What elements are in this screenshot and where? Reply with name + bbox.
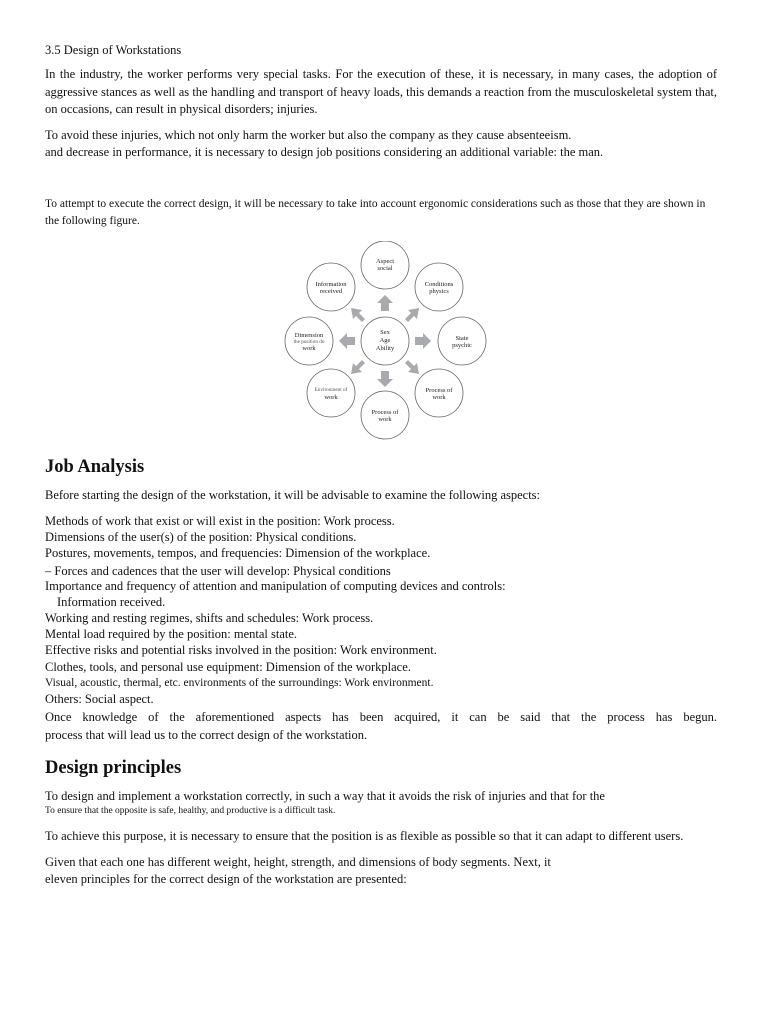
design-p1-line1: To design and implement a workstation correctly, in such a way that it avoids the risk of injuries and that for the (45, 788, 605, 803)
center-node (361, 317, 409, 365)
node-bottom (361, 391, 409, 439)
injuries-line-1: To avoid these injuries, which not only harm the worker but also the company as they cause absenteeism. (45, 127, 572, 142)
arrow-right (415, 333, 431, 349)
node-top-right-line2: physics (429, 287, 449, 295)
list-item: Postures, movements, tempos, and frequencies: Dimension of the workplace. (45, 546, 431, 561)
node-bottom-right-line2: work (432, 393, 446, 401)
ergonomics-diagram (277, 241, 497, 441)
node-top-right (415, 263, 463, 311)
design-p2: To achieve this purpose, it is necessary to ensure that the position is as flexible as possible so that it can adapt to different users. (45, 829, 684, 844)
list-item: Others: Social aspect. (45, 692, 154, 707)
list-item: Mental load required by the position: mental state. (45, 627, 298, 642)
job-analysis-closing-1: Once knowledge of the aforementioned aspects has been acquired, it can be said that the process has begun. (45, 710, 717, 725)
design-principles-title: Design principles (45, 757, 182, 778)
node-top-right-line1: Conditions (424, 280, 454, 288)
list-item: Working and resting regimes, shifts and schedules: Work process. (45, 611, 374, 626)
node-bottom-right (415, 369, 463, 417)
spacer (45, 162, 717, 196)
node-top-line2: social (377, 264, 393, 272)
job-analysis-closing-2: process that will lead us to the correct design of the workstation. (45, 728, 368, 743)
section-heading: 3.5 Design of Workstations (45, 43, 182, 57)
list-item: – Forces and cadences that the user will develop: Physical conditions (45, 563, 391, 578)
node-bottom-line1: Process of (371, 408, 399, 416)
list-item: Clothes, tools, and personal use equipment: Dimension of the workplace. (45, 659, 411, 674)
node-top-left-line2: received (319, 287, 343, 295)
center-line2: Age (379, 336, 391, 344)
node-top-line1: Aspect (375, 257, 395, 265)
list-item: Information received. (57, 594, 166, 609)
design-p3-line1: Given that each one has different weight, height, strength, and dimensions of body segments. Next, it (45, 854, 551, 869)
node-left-line3: work (302, 344, 316, 352)
figure-intro: To attempt to execute the correct design, it will be necessary to take into account ergonomic considerations such as those that they are shown in the following figure. (45, 197, 706, 227)
list-item: Importance and frequency of attention and manipulation of computing devices and controls: (45, 578, 506, 593)
arrow-up-right (405, 308, 419, 322)
document-page (45, 42, 717, 889)
node-left-line1: Dimension (294, 331, 324, 339)
list-item: Methods of work that exist or will exist in the position: Work process. (45, 514, 395, 528)
center-line1: Sex (380, 328, 390, 336)
injuries-line-2: and decrease in performance, it is necessary to design job positions considering an additional variable: the man. (45, 145, 604, 159)
intro-paragraph: In the industry, the worker performs very special tasks. For the execution of these, it is necessary, in many cases, the adoption of aggressive stances as well as the handling and transport of heavy loads, this demands a reaction from the musculoskeletal system that, on occasions, can result in physical disorders; injuries. (45, 67, 717, 116)
design-p3-line2: eleven principles for the correct design of the workstation are presented: (45, 872, 407, 887)
center-line3: Ability (375, 344, 395, 352)
list-item: Dimensions of the user(s) of the position: Physical conditions. (45, 530, 357, 545)
design-p1-line2: To ensure that the opposite is safe, healthy, and productive is a difficult task. (45, 806, 336, 817)
job-analysis-intro: Before starting the design of the workstation, it will be advisable to examine the following aspects: (45, 487, 541, 502)
node-left (285, 317, 333, 365)
node-bottom-left (307, 369, 355, 417)
node-right-line2: psychic (452, 341, 472, 349)
node-bottom-left-line2: work (324, 393, 338, 401)
arrow-down (377, 371, 393, 387)
node-right (438, 317, 486, 365)
job-analysis-list (45, 513, 717, 744)
node-left-line2: the position do (293, 338, 325, 345)
list-item: Effective risks and potential risks involved in the position: Work environment. (45, 643, 437, 658)
arrow-down-left (351, 360, 365, 374)
arrow-down-right (405, 360, 419, 374)
arrow-left (339, 333, 355, 349)
node-top-left-line1: Information (315, 280, 347, 288)
node-bottom-left-line1: Environment of (314, 386, 348, 393)
node-bottom-right-line1: Process of (425, 386, 453, 394)
arrow-up (377, 295, 393, 311)
list-item: Visual, acoustic, thermal, etc. environments of the surroundings: Work environment. (45, 676, 434, 689)
node-right-line1: State (455, 334, 469, 342)
node-bottom-line2: work (378, 415, 392, 423)
ergonomics-figure (45, 241, 717, 441)
node-top-left (307, 263, 355, 311)
node-top (361, 241, 409, 289)
job-analysis-title: Job Analysis (45, 456, 145, 477)
arrow-up-left (351, 308, 365, 322)
